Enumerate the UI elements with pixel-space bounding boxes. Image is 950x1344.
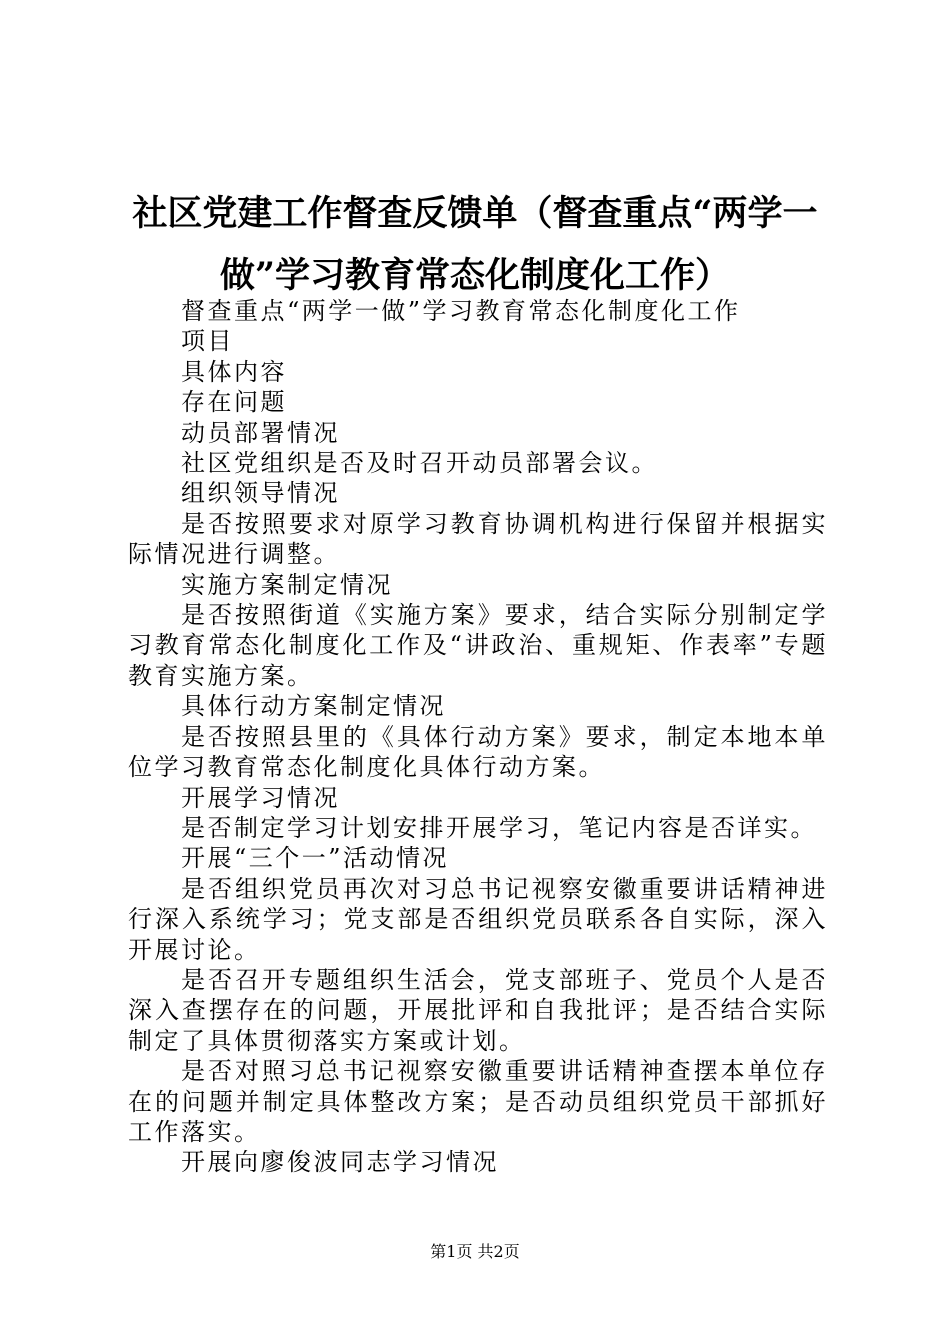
title-line-2: 做”学习教育常态化制度化工作） [219,255,731,296]
document-body [128,296,828,1178]
paragraph: 开展“三个一”活动情况 [181,844,450,873]
paragraph: 具体内容 [181,357,287,386]
title-line-1: 社区党建工作督查反馈单（督查重点“两学一 [132,193,818,234]
paragraph: 开展学习情况 [181,783,340,812]
document-title [100,183,850,307]
paragraph: 是否召开专题组织生活会，党支部班子、党员个人是否深入查摆存在的问题，开展批评和自我批评；是否结合实际制定了具体贯彻落实方案或计划。 [128,965,828,1055]
paragraph: 项目 [181,327,234,356]
paragraph: 实施方案制定情况 [181,570,393,599]
paragraph: 是否按照要求对原学习教育协调机构进行保留并根据实际情况进行调整。 [128,509,828,569]
paragraph: 是否制定学习计划安排开展学习，笔记内容是否详实。 [181,813,817,842]
paragraph: 开展向廖俊波同志学习情况 [181,1148,499,1177]
paragraph: 是否对照习总书记视察安徽重要讲话精神查摆本单位存在的问题并制定具体整改方案；是否动员组织党员干部抓好工作落实。 [128,1057,828,1146]
paragraph: 督查重点“两学一做”学习教育常态化制度化工作 [181,297,741,325]
paragraph: 是否按照县里的《具体行动方案》要求，制定本地本单位学习教育常态化制度化具体行动方案。 [128,722,828,782]
paragraph: 动员部署情况 [181,418,340,447]
paragraph: 社区党组织是否及时召开动员部署会议。 [181,449,658,478]
paragraph: 存在问题 [181,388,287,417]
paragraph: 组织领导情况 [181,479,340,508]
paragraph: 是否按照街道《实施方案》要求，结合实际分别制定学习教育常态化制度化工作及“讲政治、重规矩、作表率”专题教育实施方案。 [128,601,828,690]
paragraph: 是否组织党员再次对习总书记视察安徽重要讲话精神进行深入系统学习；党支部是否组织党员联系各自实际，深入开展讨论。 [128,874,828,964]
page-footer: 第1页 共2页 [430,1242,520,1261]
paragraph: 具体行动方案制定情况 [181,692,446,721]
